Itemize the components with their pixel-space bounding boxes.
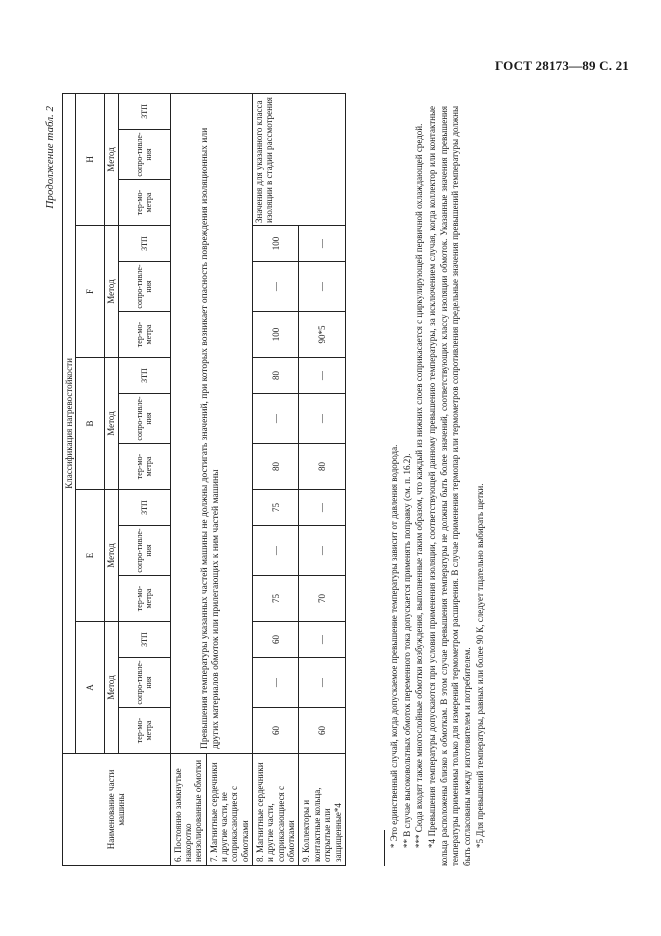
rotated-table-sheet xyxy=(44,97,564,866)
table-cell: — xyxy=(299,394,345,444)
table-cell: — xyxy=(253,262,299,312)
method-etd: ЗТП xyxy=(118,622,170,658)
method-resistance: сопро-тивле-ния xyxy=(118,394,170,444)
table-cell: 75 xyxy=(253,490,299,526)
method-resistance: сопро-тивле-ния xyxy=(118,658,170,708)
method-resistance: сопро-тивле-ния xyxy=(118,130,170,180)
table-row-label: 7. Магнитные сердечники и другие части, не соприкасающиеся с обмотками xyxy=(206,754,252,866)
footnote: ** В случае высоковольтных обмоток переменного тока допускается применять поправку (см. п. 16.2). xyxy=(401,453,412,848)
table-row-label: 6. Постоянно замкнутые накоротко неизолированные обмотки xyxy=(170,754,206,866)
method-etd: ЗТП xyxy=(118,226,170,262)
table-cell: 100 xyxy=(253,226,299,262)
merged-note-cell: Превышения температуры указанных частей машины не должны достигать значений, при которых возникает опасность повреждения изоляционных или других материалов обмоток или прилегающих к ним частей машины xyxy=(170,93,252,753)
table-cell: — xyxy=(253,658,299,708)
method-resistance: сопро-тивле-ния xyxy=(118,262,170,312)
method-header: Метод xyxy=(105,490,118,622)
table-cell: 60 xyxy=(253,622,299,658)
method-thermometer: тер-мо-метра xyxy=(118,576,170,622)
footnotes xyxy=(384,106,488,866)
name-column-header: Наименование части машины xyxy=(63,754,171,866)
table-cell: 70 xyxy=(299,576,345,622)
table-cell: 90*5 xyxy=(299,312,345,358)
method-header: Метод xyxy=(105,226,118,358)
footnote: * Это единственный случай, когда допускаемое превышение температуры зависит от давления водорода. xyxy=(389,444,399,848)
footnote: *5 Для превышений температуры, равных или более 90 К, следует тщательно выбирать щетки. xyxy=(474,483,485,848)
table-cell: 100 xyxy=(253,312,299,358)
page-header: ГОСТ 28173—89 С. 21 xyxy=(495,58,629,73)
table-cell: — xyxy=(299,262,345,312)
class-h-note: Значения для указанного класса изоляции в стадии рассмотрения xyxy=(253,93,346,225)
table-cell: 75 xyxy=(253,576,299,622)
footnote: *4 Превышения температуры допускаются при условии применения изоляции, соответствующей данному превышению температуры, за исключением случая, когда коллектор или контактные кольца расположены близко к обмоткам. В этом случае превышения температуры не должны быть более значений, соответствующих классу изоляции обмоток. Указанные значения превышения температуры применимы только для измерений термометром расширения. В случае применения термопар или термометров сопротивления предельные значения превышений температуры должны быть согласованы между изготовителем и потребителем. xyxy=(427,106,473,866)
classification-header: Классификация нагревостойкости xyxy=(63,93,76,753)
table-cell: 80 xyxy=(253,444,299,490)
table-cell: — xyxy=(299,526,345,576)
method-etd: ЗТП xyxy=(118,358,170,394)
temperature-rise-table xyxy=(62,93,346,866)
table-row-label: 8. Магнитные сердечники и другие части, соприкасающиеся с обмотками xyxy=(253,754,299,866)
method-etd: ЗТП xyxy=(118,93,170,129)
class-a-header: A xyxy=(76,622,105,754)
table-cell: 60 xyxy=(299,708,345,754)
class-f-header: F xyxy=(76,226,105,358)
table-cell: — xyxy=(299,490,345,526)
table-cell: — xyxy=(299,226,345,262)
table-cell: 80 xyxy=(253,358,299,394)
footnote: *** Сюда входят также многослойные обмотки возбуждения, выполненные таким образом, что каждый из нижних слоев соприкасается с циркулирующей первичной охлаждающей средой. xyxy=(414,123,425,848)
method-thermometer: тер-мо-метра xyxy=(118,180,170,226)
table-cell: — xyxy=(299,622,345,658)
table-cell: 80 xyxy=(299,444,345,490)
method-thermometer: тер-мо-метра xyxy=(118,708,170,754)
table-cell: — xyxy=(299,358,345,394)
method-etd: ЗТП xyxy=(118,490,170,526)
table-row-label: 9. Коллекторы и контактные кольца, открытые или защищенные*4 xyxy=(299,754,345,866)
class-e-header: E xyxy=(76,490,105,622)
method-header: Метод xyxy=(105,93,118,225)
method-thermometer: тер-мо-метра xyxy=(118,312,170,358)
class-b-header: B xyxy=(76,358,105,490)
footnote-divider xyxy=(384,830,385,866)
method-header: Метод xyxy=(105,358,118,490)
table-cell: — xyxy=(253,526,299,576)
table-cell: 60 xyxy=(253,708,299,754)
class-h-header: H xyxy=(76,93,105,225)
table-cell: — xyxy=(299,658,345,708)
method-thermometer: тер-мо-метра xyxy=(118,444,170,490)
continuation-label: Продолжение табл. 2 xyxy=(44,106,56,209)
table-cell: — xyxy=(253,394,299,444)
method-header: Метод xyxy=(105,622,118,754)
method-resistance: сопро-тивле-ния xyxy=(118,526,170,576)
